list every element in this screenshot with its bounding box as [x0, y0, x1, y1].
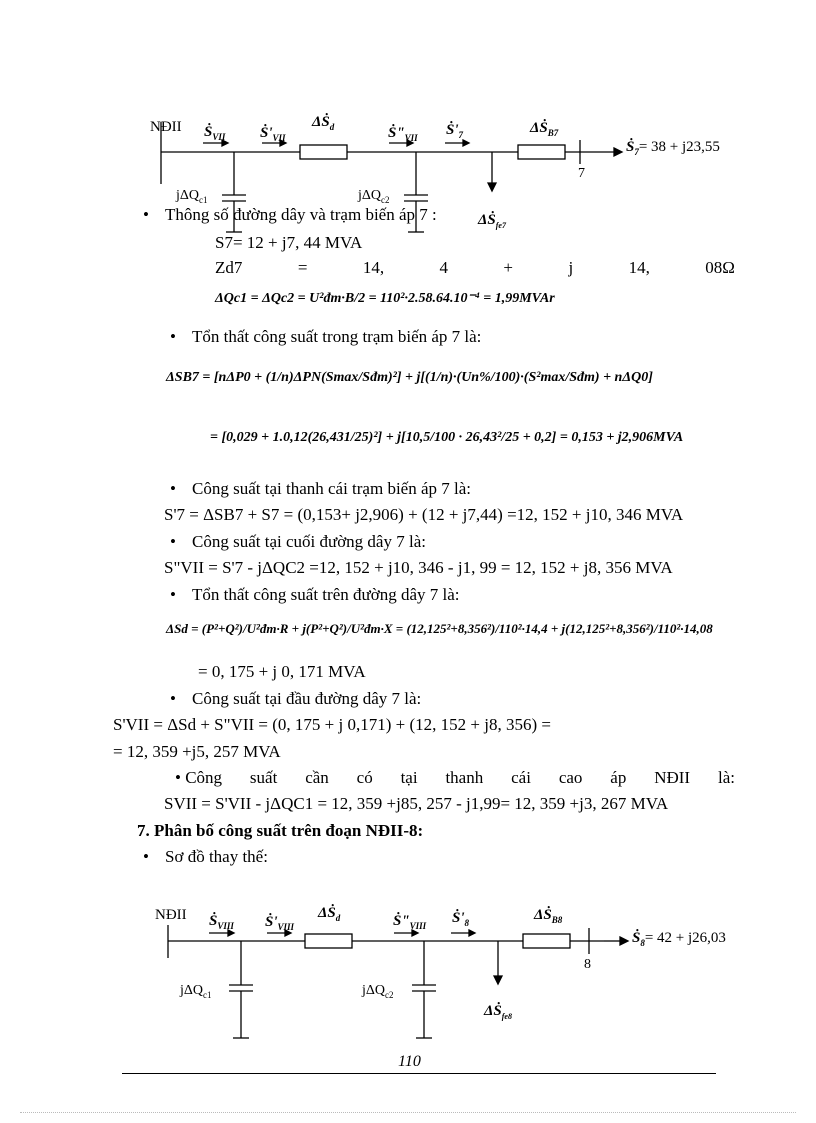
delta-sb8-sub: B8 [551, 915, 563, 925]
label-delta-sb8 [534, 907, 562, 925]
s8-prime-sub: 8 [464, 918, 470, 928]
bullet-equivalent-diagram: • Sơ đồ thay thế: [143, 847, 268, 867]
s-vii-symbol: Ṡ [204, 124, 213, 140]
cap-label-c2 [358, 188, 390, 205]
word: suất [249, 768, 278, 787]
bus-number-7: 7 [578, 166, 585, 181]
word: có [356, 768, 373, 787]
label-delta-sd [312, 114, 334, 132]
word: cần [305, 768, 329, 787]
word: là: [717, 768, 735, 787]
cap2-sub: c2 [381, 194, 390, 205]
footer-rule [122, 1073, 716, 1074]
word: tại [400, 768, 418, 787]
page-number: 110 [398, 1053, 421, 1070]
s7-prime-sub: 7 [458, 130, 464, 140]
delta-sb7-symbol: ΔṠ [530, 120, 548, 136]
s8-prime-symbol: Ṡ' [452, 910, 465, 926]
fe8-sub: fe8 [501, 1012, 512, 1021]
s-vii-prime-sub: VII [272, 133, 286, 143]
delta-sd-sub: d [329, 122, 335, 132]
load-8 [632, 930, 726, 948]
zd7-part: 4 [439, 258, 448, 277]
word: cái [511, 768, 531, 787]
word: áp [610, 768, 627, 787]
text-zd7 [215, 258, 735, 278]
cap1b-sub: c1 [203, 989, 212, 1000]
fe7-symbol: ΔṠ [478, 212, 496, 228]
label-s-vii-dprime [388, 125, 418, 143]
formula-line-loss: ΔSd = (P²+Q²)/U²đm·R + j(P²+Q²)/U²đm·X = (12,125²+8,356²)/110²·14,4 + j(12,125²+8,356²)/110²·14,08 [166, 621, 713, 636]
word: NĐII [654, 768, 691, 787]
s-viii-prime-sub: VIII [277, 922, 295, 932]
delta-sd2-symbol: ΔṠ [318, 905, 336, 921]
s-vii-sub: VII [212, 132, 226, 142]
cap1-sub: c1 [199, 194, 208, 205]
cap2b-symbol: jΔQ [362, 983, 386, 998]
delta-sb7-sub: B7 [547, 128, 559, 138]
section-heading-8: 7. Phân bố công suất trên đoạn NĐII-8: [137, 821, 424, 840]
formula-line-start-power: S'VII = ΔSd + S"VII = (0, 175 + j 0,171) + (12, 152 + j8, 356) = [113, 715, 551, 734]
fe7-sub: fe7 [495, 221, 506, 230]
s-viii-prime-symbol: Ṡ' [265, 914, 278, 930]
label-s-viii-prime [265, 914, 294, 932]
s-vii-dprime-sub: VII [404, 133, 418, 143]
load-8-value: = 42 + j26,03 [644, 930, 726, 946]
bullet-required-power [175, 768, 735, 788]
formula-line-start-power-result: = 12, 359 +j5, 257 MVA [113, 742, 281, 761]
zd7-part: 08Ω [705, 258, 735, 277]
delta-sb8-symbol: ΔṠ [534, 907, 552, 923]
label-s-vii-prime [260, 125, 286, 143]
formula-line-end-power: S"VII = S'7 - jΔQC2 =12, 152 + j10, 346 - j1, 99 = 12, 152 + j8, 356 MVA [164, 558, 673, 577]
bus-number-8: 8 [584, 957, 591, 972]
label-s7-prime [446, 122, 463, 140]
formula-required-power: SVII = S'VII - jΔQC1 = 12, 359 +j85, 257 - j1,99= 12, 359 +j3, 267 MVA [164, 794, 669, 813]
cap-label-c1 [176, 188, 208, 205]
zd7-part: Zd7 [215, 258, 243, 277]
zd7-part: = [297, 258, 308, 277]
bullet-bus-power: • Công suất tại thanh cái trạm biến áp 7 là: [170, 479, 471, 499]
load-7 [626, 139, 720, 157]
s7-prime-symbol: Ṡ' [446, 122, 459, 138]
zd7-part: + [503, 258, 514, 277]
word: cao [558, 768, 583, 787]
load-8-sub: 8 [640, 938, 645, 948]
label-delta-sb7 [530, 120, 558, 138]
formula-delta-sb7-numeric: = [0,029 + 1.0,12(26,431/25)²] + j[10,5/100 · 26,43²/25 + 0,2] = 0,153 + j2,906MVA [210, 430, 684, 445]
formula-delta-q: ΔQc1 = ΔQc2 = U²đm·B/2 = 110²·2.58.64.10⁻⁴ = 1,99MVAr [215, 291, 555, 306]
s-vii-dprime-symbol: Ṡ" [388, 125, 405, 141]
cap1b-symbol: jΔQ [180, 983, 204, 998]
node-label-ndii-2: NĐII [155, 907, 187, 923]
word: thanh [445, 768, 484, 787]
page-edge-dots [20, 1112, 796, 1113]
label-fe8 [484, 1003, 512, 1021]
label-delta-sd-2 [318, 905, 340, 923]
bullet-line-loss: • Tổn thất công suất trên đường dây 7 là: [170, 585, 459, 605]
formula-line-loss-result: = 0, 175 + j 0, 171 MVA [198, 662, 366, 681]
s-viii-sub: VIII [217, 921, 234, 931]
cap2-symbol: jΔQ [358, 188, 382, 203]
fe8-symbol: ΔṠ [484, 1003, 502, 1019]
node-label-ndii: NĐII [150, 119, 182, 135]
delta-sd-symbol: ΔṠ [312, 114, 330, 130]
s-viii-symbol: Ṡ [209, 913, 218, 929]
load-7-value: = 38 + j23,55 [638, 139, 720, 155]
label-s8-prime [452, 910, 469, 928]
cap1-symbol: jΔQ [176, 188, 200, 203]
bullet-dot: • Công [175, 768, 223, 787]
cap2b-sub: c2 [385, 989, 394, 1000]
zd7-part: 14, [628, 258, 650, 277]
cap-label-c1-2 [180, 983, 212, 1000]
label-fe7 [478, 212, 506, 230]
s-viii-dprime-symbol: Ṡ" [393, 913, 410, 929]
load-7-sub: 7 [634, 147, 639, 157]
bullet-line-end-power: • Công suất tại cuối đường dây 7 là: [170, 532, 426, 552]
bullet-line-params: • Thông số đường dây và trạm biến áp 7 : [143, 205, 437, 225]
formula-delta-sb7: ΔSB7 = [nΔP0 + (1/n)ΔPN(Smax/Sđm)²] + j[(1/n)·(Un%/100)·(S²max/Sđm) + nΔQ0] [166, 370, 653, 385]
s-vii-prime-symbol: Ṡ' [260, 125, 273, 141]
s-viii-dprime-sub: VIII [409, 921, 427, 931]
zd7-part: j [568, 258, 574, 277]
formula-bus-power: S'7 = ΔSB7 + S7 = (0,153+ j2,906) + (12 + j7,44) =12, 152 + j10, 346 MVA [164, 505, 684, 524]
label-s-viii-dprime [393, 913, 426, 931]
text-s7: S7= 12 + j7, 44 MVA [215, 233, 363, 252]
bullet-line-start-power: • Công suất tại đầu đường dây 7 là: [170, 689, 421, 709]
load-7-symbol: Ṡ [626, 139, 635, 155]
label-s-vii [204, 124, 225, 142]
bullet-loss-tba: • Tổn thất công suất trong trạm biến áp 7 là: [170, 327, 481, 347]
word: Công [185, 768, 223, 787]
load-8-symbol: Ṡ [632, 930, 641, 946]
zd7-part: 14, [362, 258, 385, 277]
delta-sd2-sub: d [335, 913, 341, 923]
label-s-viii [209, 913, 234, 931]
cap-label-c2-2 [362, 983, 394, 1000]
